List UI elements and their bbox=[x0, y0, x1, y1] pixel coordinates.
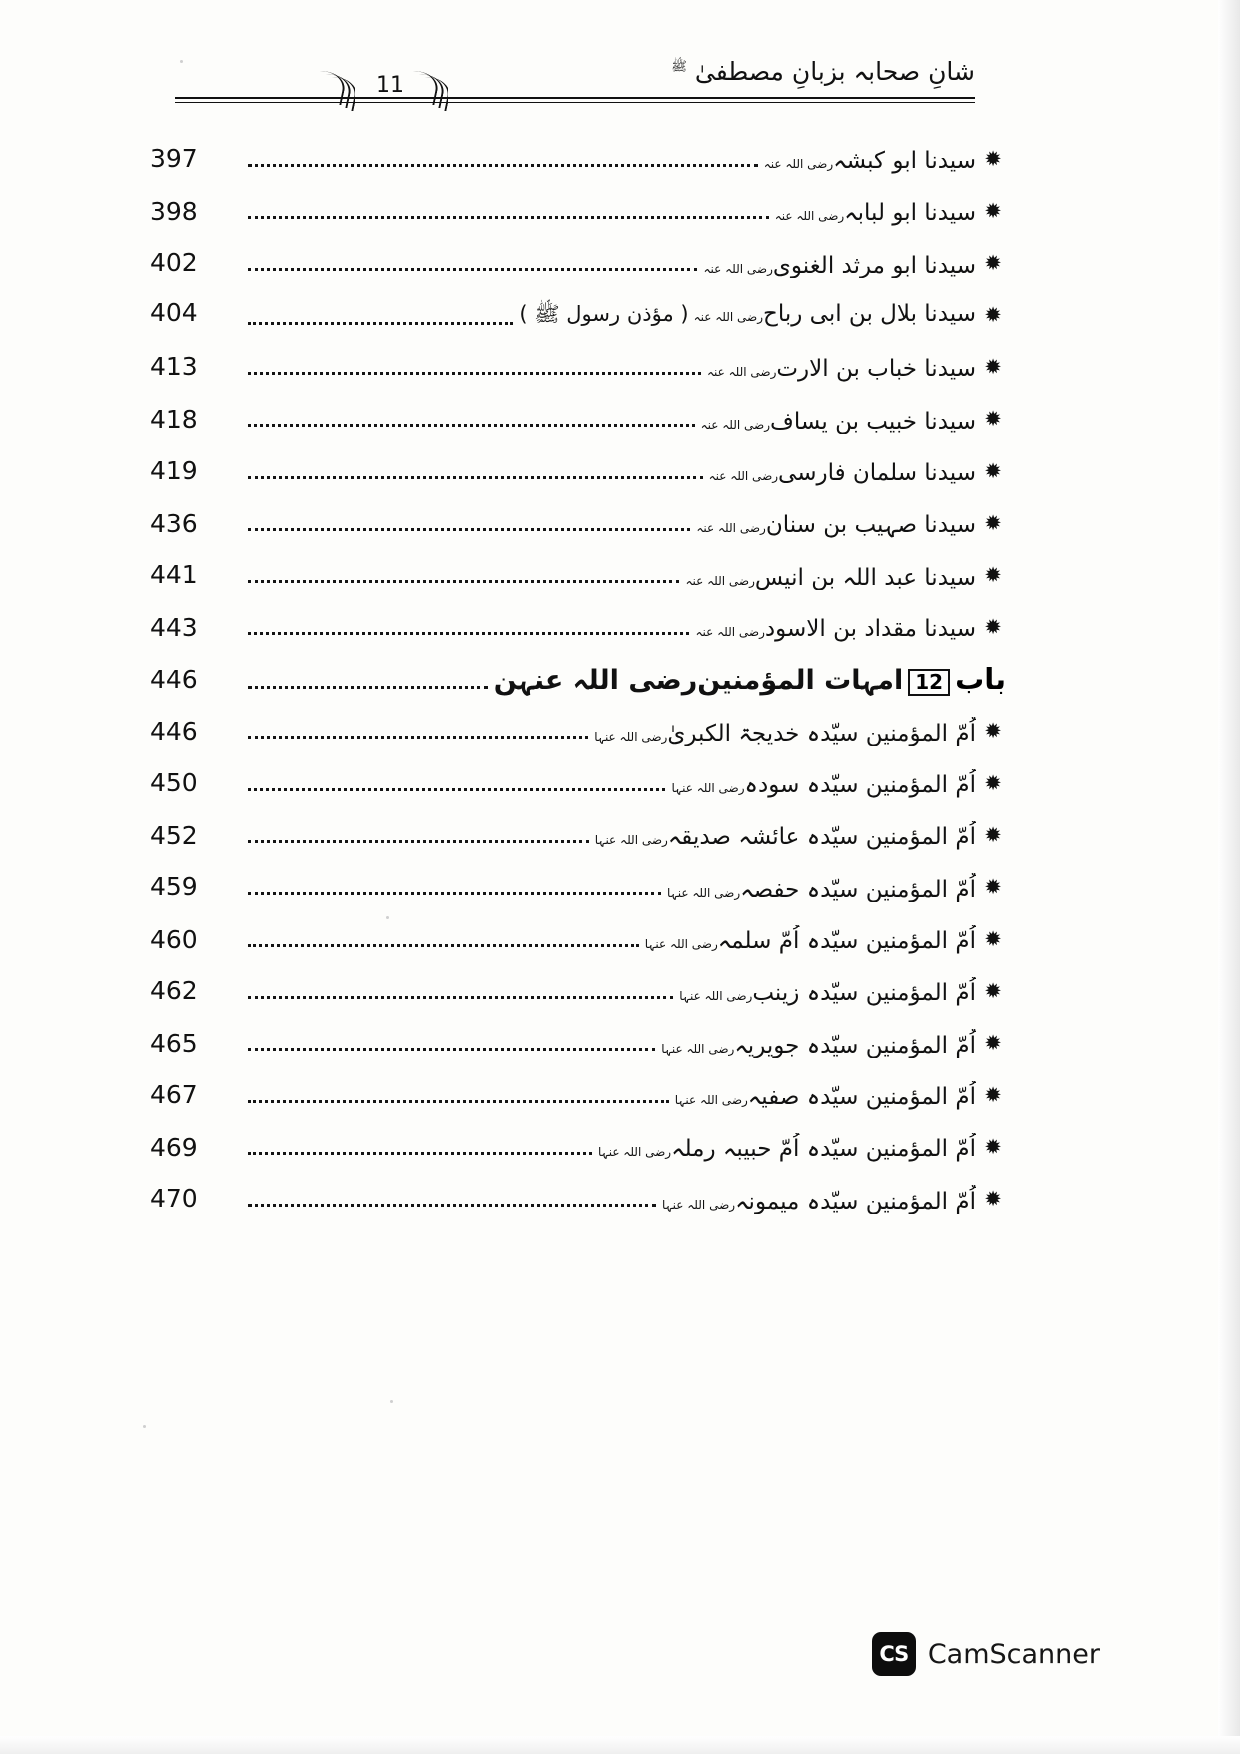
toc-entry-honorific: رضی اللہ عنہا bbox=[644, 936, 718, 951]
toc-entry-honorific: رضی اللہ عنہ bbox=[708, 468, 779, 483]
toc-entry-honorific: رضی اللہ عنہ bbox=[685, 573, 755, 588]
toc-entry-page: 469 bbox=[150, 1132, 198, 1162]
leader-dots bbox=[248, 579, 679, 583]
list-item[interactable] bbox=[150, 757, 1010, 809]
list-item[interactable] bbox=[150, 341, 1010, 393]
flower-bullet-icon: ✹ bbox=[984, 614, 1002, 639]
list-item[interactable] bbox=[150, 1017, 1010, 1069]
toc-entry-page: 443 bbox=[150, 612, 198, 642]
toc-entry-page: 459 bbox=[150, 872, 198, 901]
toc-entry-title: اُمّ المؤمنین سیّدہ صفیہ bbox=[747, 1083, 976, 1110]
list-item[interactable] bbox=[150, 133, 1010, 185]
toc-entry-title: سیدنا ابو مرثد الغنوی bbox=[772, 252, 976, 278]
list-item[interactable] bbox=[150, 601, 1010, 653]
toc-entry-honorific: رضی اللہ عنہ bbox=[703, 261, 773, 276]
flower-bullet-icon: ✹ bbox=[984, 1082, 1002, 1107]
flower-bullet-icon: ✹ bbox=[984, 1134, 1002, 1159]
toc-entry-title: سیدنا سلمان فارسی bbox=[778, 459, 976, 486]
leader-dots bbox=[248, 1099, 669, 1103]
toc-entry[interactable] bbox=[150, 925, 976, 954]
leader-dots bbox=[248, 735, 588, 739]
toc-entry-page: 452 bbox=[150, 820, 198, 850]
list-item[interactable] bbox=[150, 861, 1010, 913]
flower-bullet-icon: ✹ bbox=[984, 1030, 1002, 1055]
toc-entry-honorific: رضی اللہ عنہا bbox=[671, 780, 745, 795]
camscanner-logo-icon: CS bbox=[872, 1632, 916, 1676]
flower-bullet-icon: ✹ bbox=[984, 458, 1002, 483]
page-edge-shadow-right bbox=[1218, 0, 1240, 1754]
leader-dots bbox=[248, 631, 689, 635]
camscanner-label: CamScanner bbox=[927, 1638, 1100, 1670]
list-item[interactable] bbox=[150, 1121, 1010, 1173]
list-item[interactable] bbox=[150, 445, 1010, 497]
toc-entry[interactable] bbox=[150, 249, 976, 278]
leader-dots bbox=[248, 475, 703, 479]
list-item[interactable] bbox=[150, 393, 1010, 445]
toc-entry[interactable] bbox=[150, 977, 976, 1006]
leader-dots bbox=[248, 787, 665, 791]
flower-bullet-icon: ✹ bbox=[984, 406, 1002, 431]
list-item[interactable] bbox=[150, 237, 1010, 289]
list-item[interactable] bbox=[150, 965, 1010, 1017]
flower-bullet-icon: ✹ bbox=[984, 198, 1002, 223]
toc-entry-title: اُمّ المؤمنین سیّدہ اُمّ حبیبہ رملہ bbox=[671, 1135, 976, 1162]
toc-entry-page: 460 bbox=[150, 924, 198, 954]
flower-bullet-icon: ✹ bbox=[984, 718, 1002, 743]
leader-dots bbox=[248, 995, 673, 999]
leader-dots bbox=[248, 215, 769, 219]
toc-entry[interactable] bbox=[150, 662, 1010, 696]
toc-entry-title: اُمّ المؤمنین سیّدہ عائشہ صدیقہ bbox=[667, 823, 976, 850]
leader-dots bbox=[248, 321, 513, 325]
flower-bullet-icon: ✹ bbox=[984, 1186, 1002, 1211]
toc-entry-title: اُمّ المؤمنین سیّدہ جویریہ bbox=[734, 1032, 976, 1058]
toc-entry-page: 398 bbox=[150, 196, 198, 226]
toc-entry[interactable] bbox=[150, 1185, 976, 1214]
flower-bullet-icon: ✹ bbox=[984, 978, 1002, 1003]
toc-entry-title: اُمّ المؤمنین سیّدہ زینب bbox=[752, 979, 976, 1006]
toc-entry[interactable] bbox=[150, 1029, 976, 1058]
toc-entry-honorific: رضی اللہ عنہن bbox=[493, 665, 698, 696]
toc-entry-page: 397 bbox=[150, 144, 198, 173]
list-item[interactable] bbox=[150, 705, 1010, 757]
toc-entry[interactable] bbox=[150, 821, 976, 850]
camscanner-watermark bbox=[872, 1632, 1100, 1676]
toc-entry[interactable] bbox=[150, 298, 976, 332]
leader-dots bbox=[248, 685, 488, 689]
toc-entry[interactable] bbox=[150, 769, 976, 798]
leader-dots bbox=[248, 527, 690, 531]
toc-entry[interactable] bbox=[150, 197, 976, 226]
list-item[interactable] bbox=[150, 1069, 1010, 1121]
toc-entry-title: امہات المؤمنین bbox=[697, 665, 904, 696]
toc-entry-title: سیدنا بلال بن ابی رباح bbox=[762, 301, 976, 327]
header-rule bbox=[175, 97, 975, 99]
book-title-text: شانِ صحابہ بزبانِ مصطفیٰ bbox=[694, 57, 975, 86]
toc-entry-title: اُمّ المؤمنین سیّدہ حفصہ bbox=[740, 876, 976, 902]
toc-entry-title: سیدنا خبیب بن یساف bbox=[770, 408, 976, 434]
page-edge-shadow-bottom bbox=[0, 1736, 1240, 1754]
page-number: 11 bbox=[376, 73, 404, 98]
toc-entry-title: سیدنا مقداد بن الاسود bbox=[764, 615, 976, 642]
honorific-salawat: ﷺ bbox=[671, 59, 687, 75]
leader-dots bbox=[248, 371, 701, 375]
leader-dots bbox=[248, 423, 695, 427]
toc-entry-honorific: رضی اللہ عنہا bbox=[667, 885, 741, 900]
toc-entry-title: سیدنا ابو لبابہ bbox=[844, 199, 976, 226]
flourish-ornament-icon bbox=[297, 69, 355, 111]
flower-bullet-icon: ✹ bbox=[984, 146, 1002, 171]
toc-entry-suffix: ( مؤذن رسول ﷺ ) bbox=[519, 302, 689, 326]
toc-entry-page: 446 bbox=[150, 716, 198, 746]
toc-entry[interactable] bbox=[150, 353, 976, 382]
toc-entry-page: 465 bbox=[150, 1028, 198, 1058]
list-item[interactable] bbox=[150, 913, 1010, 965]
flower-bullet-icon: ✹ bbox=[984, 354, 1002, 379]
list-item[interactable] bbox=[150, 289, 1010, 341]
toc-entry[interactable] bbox=[150, 457, 976, 486]
toc-entry-page: 441 bbox=[150, 560, 198, 589]
leader-dots bbox=[248, 267, 697, 271]
chapter-heading-row[interactable] bbox=[150, 653, 1010, 705]
leader-dots bbox=[248, 839, 589, 843]
toc-entry-page: 462 bbox=[150, 976, 198, 1005]
flower-bullet-icon: ✹ bbox=[984, 770, 1002, 795]
toc-entry-honorific: رضی اللہ عنہ bbox=[693, 310, 763, 324]
toc-entry-honorific: رضی اللہ عنہا bbox=[661, 1197, 736, 1212]
toc-entry-honorific: رضی اللہ عنہا bbox=[661, 1041, 735, 1056]
flower-bullet-icon: ✹ bbox=[984, 302, 1002, 327]
toc-entry-honorific: رضی اللہ عنہ bbox=[700, 417, 770, 432]
scan-speckle bbox=[143, 1425, 146, 1428]
toc-entry-honorific: رضی اللہ عنہا bbox=[674, 1092, 748, 1107]
table-of-contents bbox=[150, 133, 1010, 1225]
flower-bullet-icon: ✹ bbox=[984, 874, 1002, 899]
toc-entry-honorific: رضی اللہ عنہ bbox=[696, 520, 766, 535]
toc-entry-honorific: رضی اللہ عنہ bbox=[695, 624, 765, 639]
toc-entry-title: اُمّ المؤمنین سیّدہ سودہ bbox=[744, 771, 976, 798]
toc-entry-honorific: رضی اللہ عنہ bbox=[706, 364, 777, 379]
toc-entry-title: اُمّ المؤمنین سیّدہ میمونہ bbox=[735, 1188, 976, 1214]
toc-entry[interactable] bbox=[150, 613, 976, 642]
flower-bullet-icon: ✹ bbox=[984, 250, 1002, 275]
flower-bullet-icon: ✹ bbox=[984, 510, 1002, 535]
toc-entry-page: 467 bbox=[150, 1080, 198, 1109]
list-item[interactable] bbox=[150, 185, 1010, 237]
toc-entry[interactable] bbox=[150, 1133, 976, 1162]
book-title-header bbox=[555, 57, 975, 86]
toc-entry[interactable] bbox=[150, 717, 976, 746]
toc-entry-title: سیدنا ابو کبشہ bbox=[833, 147, 976, 174]
toc-entry-page: 402 bbox=[150, 248, 198, 277]
toc-entry-page: 404 bbox=[150, 298, 198, 327]
leader-dots bbox=[248, 943, 639, 947]
chapter-label: باب bbox=[955, 662, 1006, 696]
toc-entry-title: سیدنا خباب بن الارت bbox=[776, 355, 976, 382]
page-header bbox=[175, 55, 975, 125]
list-item[interactable] bbox=[150, 1173, 1010, 1225]
toc-entry-page: 436 bbox=[150, 508, 198, 538]
scan-speckle bbox=[390, 1400, 393, 1403]
toc-entry-title: اُمّ المؤمنین سیّدہ اُمّ سلمہ bbox=[717, 927, 976, 954]
leader-dots bbox=[248, 163, 758, 167]
leader-dots bbox=[248, 1203, 656, 1207]
toc-entry[interactable] bbox=[150, 561, 976, 590]
toc-entry-page: 450 bbox=[150, 768, 198, 797]
toc-entry-page: 418 bbox=[150, 404, 198, 434]
toc-entry-honorific: رضی اللہ عنہا bbox=[679, 988, 753, 1003]
toc-entry-title: سیدنا صہیب بن سنان bbox=[765, 511, 976, 538]
flower-bullet-icon: ✹ bbox=[984, 926, 1002, 951]
header-rule-secondary bbox=[175, 102, 975, 103]
toc-entry-page: 446 bbox=[150, 665, 198, 694]
toc-entry-page: 470 bbox=[150, 1184, 198, 1213]
toc-entry[interactable] bbox=[150, 405, 976, 434]
toc-entry-honorific: رضی اللہ عنہ bbox=[774, 208, 845, 223]
leader-dots bbox=[248, 891, 661, 895]
toc-entry-honorific: رضی اللہ عنہا bbox=[594, 729, 668, 744]
toc-entry-page: 419 bbox=[150, 456, 198, 485]
list-item[interactable] bbox=[150, 497, 1010, 549]
toc-entry-honorific: رضی اللہ عنہا bbox=[594, 832, 668, 847]
flower-bullet-icon: ✹ bbox=[984, 822, 1002, 847]
toc-entry-title: سیدنا عبد اللہ بن انیس bbox=[754, 564, 976, 590]
toc-entry-honorific: رضی اللہ عنہ bbox=[763, 156, 834, 171]
toc-entry-page: 413 bbox=[150, 352, 198, 381]
toc-entry[interactable] bbox=[150, 509, 976, 538]
toc-entry-title: اُمّ المؤمنین سیّدہ خدیجۃ الکبریٰ bbox=[667, 720, 976, 746]
list-item[interactable] bbox=[150, 549, 1010, 601]
flower-bullet-icon: ✹ bbox=[984, 562, 1002, 587]
toc-entry[interactable] bbox=[150, 873, 976, 902]
toc-entry-honorific: رضی اللہ عنہا bbox=[598, 1144, 672, 1159]
chapter-number-box: 12 bbox=[908, 669, 950, 696]
list-item[interactable] bbox=[150, 809, 1010, 861]
leader-dots bbox=[248, 1047, 655, 1051]
toc-entry[interactable] bbox=[150, 1081, 976, 1110]
toc-entry[interactable] bbox=[150, 145, 976, 174]
leader-dots bbox=[248, 1151, 592, 1155]
